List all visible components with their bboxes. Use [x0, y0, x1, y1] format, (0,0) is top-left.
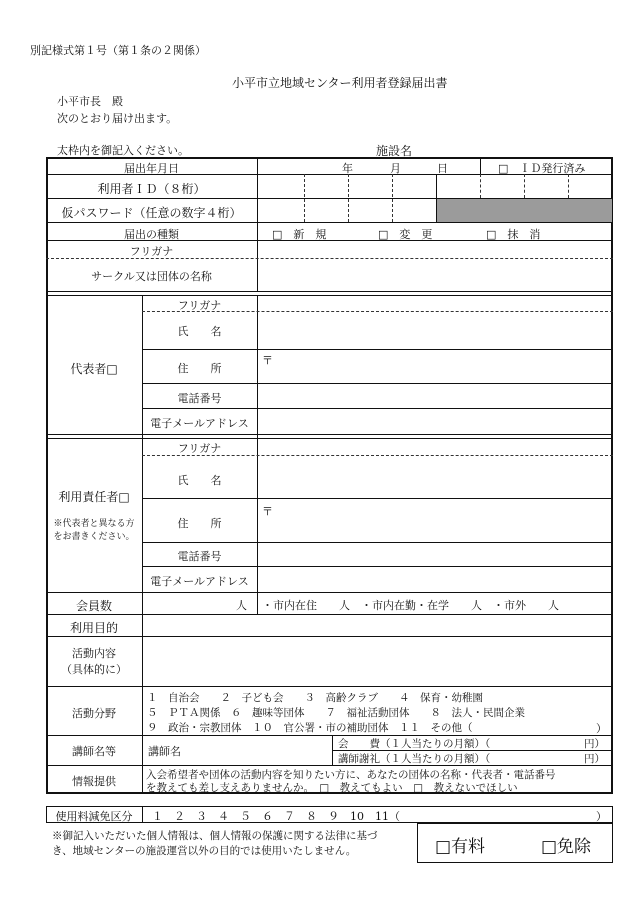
responsible-label: 利用責任者□ [58, 490, 130, 504]
resp-name-label: 氏 名 [177, 474, 222, 487]
col-divider [257, 296, 258, 592]
intro-text: 次のとおり届け出ます。 [57, 112, 178, 125]
row-line [142, 498, 613, 499]
col-divider [257, 157, 258, 291]
purpose-label: 利用目的 [69, 621, 118, 635]
row-line [46, 438, 613, 439]
row-line [142, 349, 613, 350]
row-line [142, 408, 613, 409]
row-line [46, 434, 613, 435]
instructor-name-label: 講師名 [148, 745, 181, 758]
rep-furigana-label: フリガナ [177, 299, 222, 312]
row-line [46, 686, 613, 687]
row-line [142, 566, 613, 567]
id-digit-divider [480, 174, 481, 198]
instructor-label: 講師名等 [72, 745, 116, 758]
fee-yen: 円） [584, 738, 605, 750]
dashed-line [142, 455, 613, 456]
info-question: を教えても差し支えありませんか。 □ 教えてもよい □ 教えないでほしい [146, 782, 518, 794]
row-line [46, 240, 613, 241]
dashed-line [142, 311, 613, 312]
type-label: 届出の種類 [124, 228, 179, 241]
members-breakdown: ・市内在住 人 ・市内在勤・在学 人 ・市外 人 [262, 599, 559, 612]
info-question: 入会希望者や団体の活動内容を知りたい方に、あなたの団体の名称・代表者・電話番号 [146, 769, 556, 781]
paid-checkbox[interactable]: □有料 [435, 837, 486, 857]
privacy-note: き、地域センターの施設運営以外の目的では使用いたしません。 [52, 845, 357, 857]
resp-address-label: 住 所 [177, 517, 222, 530]
resp-furigana-label: フリガナ [177, 442, 222, 455]
members-label: 会員数 [75, 599, 112, 613]
addressee: 小平市長 殿 [57, 95, 123, 108]
field-close: ） [596, 722, 607, 735]
field-line: １ 自治会 ２ 子ども会 ３ 高齢クラブ ４ 保育・幼稚園 [147, 692, 483, 704]
field-label: 活動分野 [72, 707, 116, 720]
row-line [142, 542, 613, 543]
representative-label: 代表者□ [70, 362, 118, 376]
dashed-line [46, 258, 613, 259]
activity-label-sub: （具体的に） [61, 663, 127, 676]
rep-postal-mark: 〒 [262, 354, 273, 367]
col-divider [142, 592, 143, 794]
row-line [46, 174, 613, 175]
row-line [46, 295, 613, 296]
responsible-note: ※代表者と異なる方 [53, 519, 135, 529]
rep-address-label: 住 所 [177, 362, 222, 375]
form-title: 小平市立地域センター利用者登録届出書 [232, 76, 448, 90]
user-id-label: 利用者ＩＤ（８桁） [97, 182, 206, 196]
row-line [142, 383, 613, 384]
info-label: 情報提供 [72, 775, 116, 788]
members-unit: 人 [236, 599, 247, 612]
date-label: 届出年月日 [124, 162, 179, 175]
rep-phone-label: 電話番号 [177, 392, 222, 405]
field-line: ９ 政治・宗教団体 １０ 官公署・市の補助団体 １１ その他（ [147, 722, 473, 734]
type-new-checkbox[interactable]: □ 新 規 [272, 228, 327, 241]
password-label: 仮パスワード（任意の数字４桁） [61, 206, 242, 220]
responsible-note: をお書きください。 [53, 532, 135, 542]
year-label: 年 [342, 162, 353, 175]
facility-label: 施設名 [376, 144, 413, 158]
rep-email-label: 電子メールアドレス [150, 417, 249, 430]
type-delete-checkbox[interactable]: □ 抹 消 [486, 228, 541, 241]
row-line [46, 636, 613, 637]
id-issued-checkbox[interactable]: □ ＩＤ発行済み [498, 162, 586, 175]
circle-name-label: サークル又は団体の名称 [91, 270, 212, 283]
exempt-checkbox[interactable]: □免除 [541, 837, 592, 857]
col-divider [142, 806, 143, 823]
col-divider [480, 157, 481, 174]
resp-phone-label: 電話番号 [177, 550, 222, 563]
reward-label: 講師謝礼（１人当たりの月額）（ [338, 753, 491, 765]
circle-furigana-label: フリガナ [129, 245, 174, 258]
fee-label: 会 費（１人当たりの月額）（ [338, 738, 491, 750]
instruction-text: 太枠内を御記入ください。 [57, 144, 189, 157]
col-divider [257, 592, 258, 614]
row-line [46, 222, 613, 223]
rep-name-label: 氏 名 [177, 325, 222, 338]
row-line [46, 592, 613, 593]
row-line [46, 765, 613, 766]
resp-email-label: 電子メールアドレス [150, 575, 249, 588]
form-number: 別記様式第１号（第１条の２関係） [30, 44, 206, 57]
row-line [46, 614, 613, 615]
fee-exempt-numbers: １ ２ ３ ４ ５ ６ ７ ８ ９ 10 11（ [152, 810, 400, 823]
field-line: ５ ＰＴＡ関係 ６ 趣味等団体 ７ 福祉活動団体 ８ 法人・民間企業 [147, 707, 525, 719]
id-digit-divider [524, 174, 525, 198]
day-label: 日 [437, 162, 448, 175]
row-line [46, 291, 613, 292]
type-change-checkbox[interactable]: □ 変 更 [378, 228, 433, 241]
activity-label: 活動内容 [72, 647, 116, 660]
privacy-note: ※御記入いただいた個人情報は、個人情報の保護に関する法律に基づ [52, 830, 378, 842]
fee-exempt-close: ） [596, 810, 607, 823]
reward-yen: 円） [584, 753, 605, 765]
fee-exempt-label: 使用料減免区分 [55, 810, 133, 823]
shaded-cell [437, 199, 612, 222]
month-label: 月 [390, 162, 401, 175]
resp-postal-mark: 〒 [262, 505, 273, 518]
row-line [46, 735, 613, 736]
id-digit-divider [568, 174, 569, 198]
